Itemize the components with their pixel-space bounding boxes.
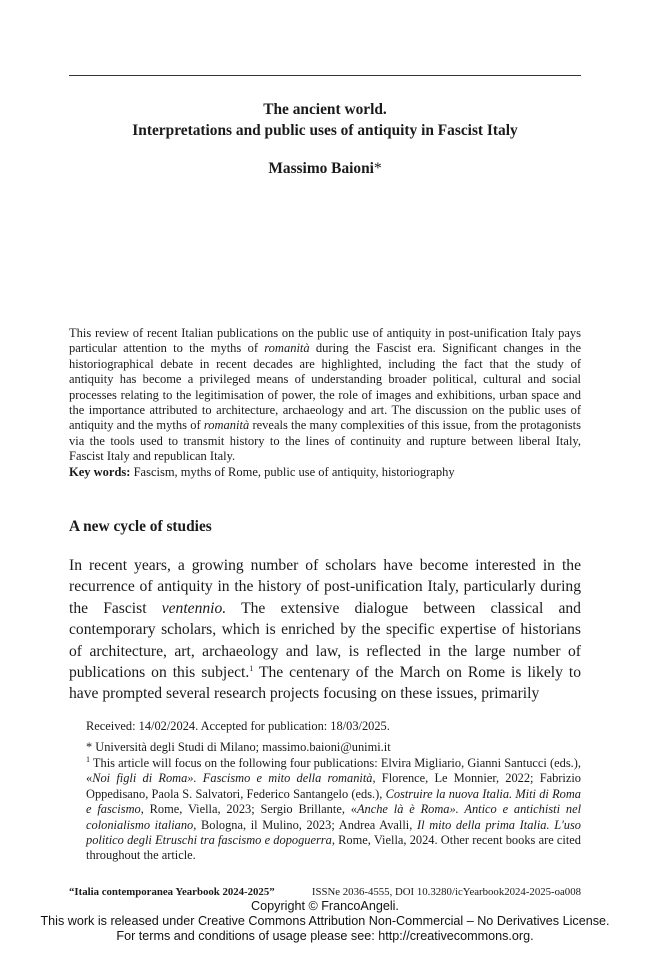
abstract: [69, 326, 581, 480]
footnote-1: [69, 756, 581, 864]
abstract-emphasis: romanità: [203, 418, 250, 433]
article-title-line1: The ancient world.: [263, 101, 387, 118]
body-paragraph: [69, 555, 581, 705]
body-text: [69, 555, 581, 705]
abstract-text: [69, 326, 581, 465]
footnote-title: Il mito della prima Italia. L'uso politico degli Etruschi tra fascismo e dopoguerra: [86, 817, 581, 848]
author-name: Massimo Baioni: [268, 160, 374, 177]
keywords: [69, 465, 581, 480]
footnote-ref[interactable]: 1: [249, 663, 254, 673]
footnote-1-text: [69, 756, 581, 864]
affiliation-note: * Università degli Studi di Milano; massimo.baioni@unimi.it: [86, 740, 391, 754]
issn-doi[interactable]: ISSNe 2036-4555, DOI 10.3280/icYearbook2024-2025-oa008: [311, 886, 581, 898]
body-part: In recent years, a growing number of scholars have become interested in the recurrence of antiquity in the history of post-unification Italy, particularly during the Fascist: [69, 557, 581, 617]
footnote-number: 1: [86, 754, 90, 764]
footnote-part: , Rome, Viella, 2024. Other recent books are cited throughout the article.: [86, 833, 582, 863]
license-terms-line[interactable]: For terms and conditions of usage please see: http://creativecommons.org.: [116, 929, 534, 943]
license-line: This work is released under Creative Commons Attribution Non-Commercial – No Derivatives License.: [40, 914, 610, 928]
footnote-part: , Bologna, il Mulino, 2023; Andrea Avalli,: [193, 817, 417, 832]
header-rule: [69, 75, 581, 76]
body-emphasis: ventennio.: [161, 599, 227, 617]
footnote-title: Noi figli di Roma». Fascismo e mito della romanità: [92, 771, 373, 786]
abstract-part: This review of recent Italian publications on the public use of antiquity in post-unification Italy pays particular attention to the myths of: [69, 326, 581, 356]
keywords-label: Key words:: [69, 464, 131, 479]
footnote-part: This article will focus on the following four publications: Elvira Migliario, Gianni Santucci (eds.), «: [86, 756, 581, 786]
copyright-line: Copyright © FrancoAngeli.: [251, 899, 399, 913]
journal-name: “Italia contemporanea Yearbook 2024-2025”: [69, 886, 275, 898]
author-line: [69, 160, 581, 178]
body-part: The extensive dialogue between classical and contemporary scholars, which is enriched by the specific expertise of historians of architecture, art, archaeology and law, is reflected in the large number of publications on this subject.: [69, 599, 581, 682]
author-footnote-mark: *: [373, 160, 382, 177]
received-note: Received: 14/02/2024. Accepted for publication: 18/03/2025.: [86, 719, 390, 733]
section-heading: A new cycle of studies: [69, 518, 212, 535]
footnote-part: , Florence, Le Monnier, 2022; Fabrizio Oppedisano, Paola S. Salvatori, Federico Santangelo (eds.),: [86, 771, 582, 801]
keywords-list: Fascism, myths of Rome, public use of antiquity, historiography: [130, 464, 455, 479]
footnote-title: Anche là è Roma». Antico e antichisti nel colonialismo italiano: [86, 802, 582, 832]
abstract-part: during the Fascist era. Significant changes in the historiographical debate in recent decades are highlighted, including the fact that the study of antiquity has become a privileged means of understanding broader political, cultural and social processes relating to the legitimisation of power, the role of images and exhibitions, urban space and the importance attributed to architecture, archaeology and art. The discussion on the public uses of antiquity and the myths of: [69, 341, 582, 433]
footnote-title: Costruire la nuova Italia. Miti di Roma e fascismo: [86, 786, 581, 817]
article-title-line2: Interpretations and public uses of antiquity in Fascist Italy: [132, 122, 518, 139]
footnote-part: , Rome, Viella, 2023; Sergio Brillante, «: [140, 802, 357, 817]
abstract-part: reveals the many complexities of this issue, from the protagonists via the tools used to transmit history to the lines of continuity and rupture between liberal Italy, Fascist Italy and republican Italy.: [69, 418, 582, 464]
abstract-emphasis: romanità: [264, 341, 310, 356]
body-part: The centenary of the March on Rome is likely to have prompted several research projects focusing on these issues, primarily: [69, 664, 581, 703]
